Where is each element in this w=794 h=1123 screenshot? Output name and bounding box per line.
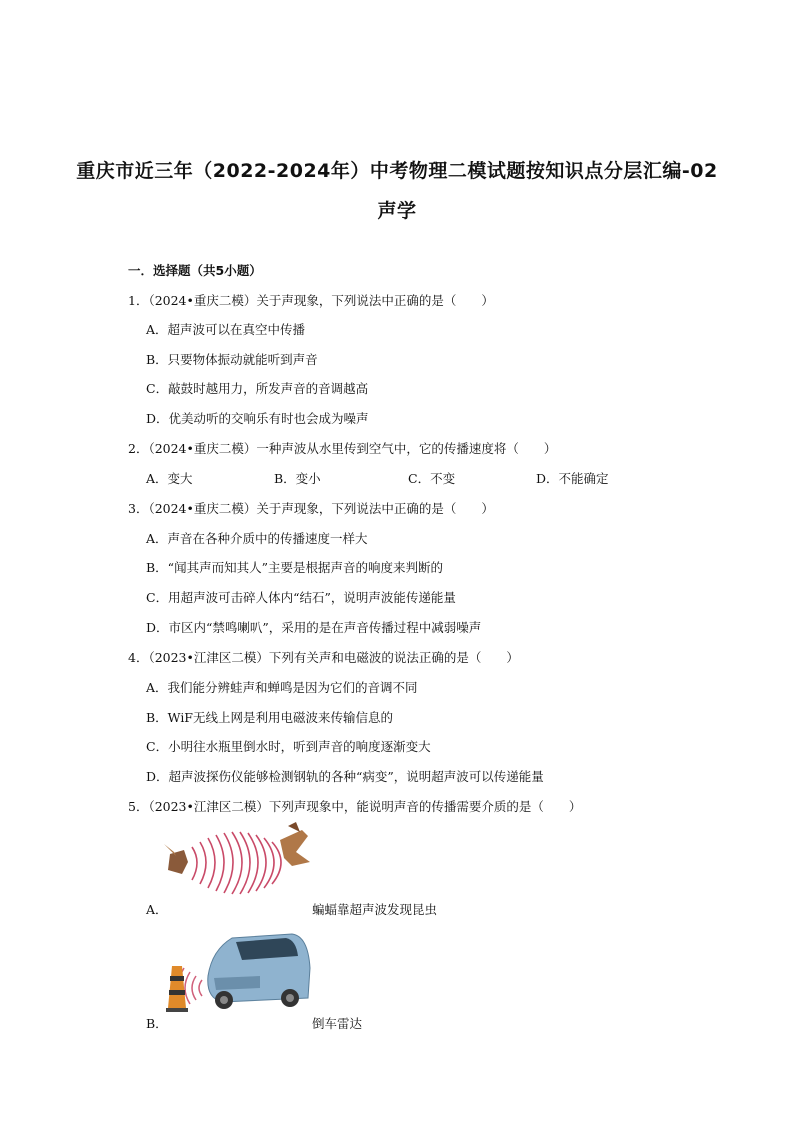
question-4-option-a: A．我们能分辨蛙声和蝉鸣是因为它们的音调不同 bbox=[146, 680, 418, 695]
bat-ultrasound-image bbox=[162, 822, 312, 902]
question-2-option-c: C．不变 bbox=[408, 471, 456, 486]
question-4-option-b: B．WiF无线上网是利用电磁波来传输信息的 bbox=[146, 710, 393, 725]
question-4-option-d: D．超声波探伤仪能够检测钢轨的各种“病变”，说明超声波可以传递能量 bbox=[146, 769, 544, 784]
question-1-stem: 1．（2024•重庆二模）关于声现象，下列说法中正确的是（ ） bbox=[128, 293, 494, 308]
section-heading: 一．选择题（共5小题） bbox=[128, 263, 262, 278]
question-2-stem: 2．（2024•重庆二模）一种声波从水里传到空气中，它的传播速度将（ ） bbox=[128, 441, 557, 456]
question-3-option-d: D．市区内“禁鸣喇叭”，采用的是在声音传播过程中减弱噪声 bbox=[146, 620, 482, 635]
question-2-option-b: B．变小 bbox=[274, 471, 321, 486]
question-3-option-c: C．用超声波可击碎人体内“结石”，说明声波能传递能量 bbox=[146, 590, 456, 605]
question-4-stem: 4．（2023•江津区二模）下列有关声和电磁波的说法正确的是（ ） bbox=[128, 650, 519, 665]
question-5-option-a-letter: A． bbox=[146, 902, 168, 917]
page-title-line-1: 重庆市近三年（2022-2024年）中考物理二模试题按知识点分层汇编-02 bbox=[76, 160, 718, 182]
question-5-option-b-caption: 倒车雷达 bbox=[312, 1016, 363, 1031]
question-3-option-a: A．声音在各种介质中的传播速度一样大 bbox=[146, 531, 368, 546]
question-3-option-b: B．“闻其声而知其人”主要是根据声音的响度来判断的 bbox=[146, 560, 443, 575]
question-2-option-d: D．不能确定 bbox=[536, 471, 609, 486]
page-title-line-2: 声学 bbox=[377, 200, 417, 222]
question-1-option-c: C．敲鼓时越用力，所发声音的音调越高 bbox=[146, 381, 369, 396]
question-5-option-b-letter: B． bbox=[146, 1016, 168, 1031]
question-3-stem: 3．（2024•重庆二模）关于声现象，下列说法中正确的是（ ） bbox=[128, 501, 494, 516]
question-4-option-c: C．小明往水瓶里倒水时，听到声音的响度逐渐变大 bbox=[146, 739, 431, 754]
question-1-option-d: D．优美动听的交响乐有时也会成为噪声 bbox=[146, 411, 369, 426]
question-1-option-b: B．只要物体振动就能听到声音 bbox=[146, 352, 318, 367]
question-2-option-a: A．变大 bbox=[146, 471, 193, 486]
question-1-option-a: A．超声波可以在真空中传播 bbox=[146, 322, 306, 337]
question-5-option-a-caption: 蝙蝠靠超声波发现昆虫 bbox=[312, 902, 438, 917]
question-5-stem: 5．（2023•江津区二模）下列声现象中，能说明声音的传播需要介质的是（ ） bbox=[128, 799, 582, 814]
car-reversing-radar-image bbox=[162, 928, 312, 1016]
